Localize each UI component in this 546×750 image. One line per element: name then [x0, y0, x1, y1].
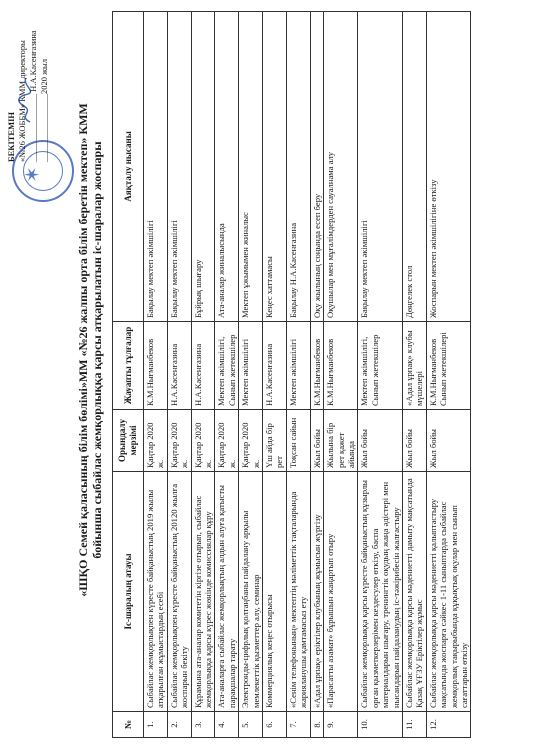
cell-number: 12. — [426, 712, 471, 738]
header-number: № — [113, 712, 144, 738]
cell-completion: Бұйрық шығару — [191, 12, 215, 322]
cell-event: Құрамына ата-аналар комитетін кіргізе отырып, сыбайлас жемқорлыққа қарсы күрес жөнінде комиссиялар құру — [191, 472, 215, 712]
cell-responsible: Мектеп әкімшілігі, Сынып жетекшілер — [358, 322, 403, 410]
table-row — [286, 12, 310, 738]
cell-responsible: К.М.Нығманбеков — [144, 322, 168, 410]
cell-number: 1. — [144, 712, 168, 738]
cell-number: 6. — [263, 712, 287, 738]
approval-block — [4, 12, 76, 202]
cell-completion: Мектеп ұжымымен жиналыс — [239, 12, 263, 322]
cell-deadline: Қаңтар 2020 ж. — [215, 410, 239, 472]
cell-responsible: Мектеп әкімшілігі — [286, 322, 310, 410]
cell-event: Сыбайлас жемқорлыққа қарсы мәдениетті дамыту мақсатында Қазақ ҰҒЗУ Еріктілер жұмыс — [402, 472, 426, 712]
header-deadline: Орындалу мерзімі — [113, 410, 144, 472]
cell-completion: Бақылау Н.А.Касенғазина — [286, 12, 310, 322]
cell-event: «Парасатты азамат» бұрышын жаңартып отыру — [324, 472, 358, 712]
cell-number: 3. — [191, 712, 215, 738]
table-row — [144, 12, 168, 738]
cell-number: 2. — [167, 712, 191, 738]
cell-deadline: Жылына бір рет қажет айында — [324, 410, 358, 472]
cell-number: 10. — [358, 712, 403, 738]
title-line-2: бойынша сыбайлас жемқорлыққа қарсы атқарылатын іс-шаралар жоспары — [90, 141, 104, 559]
cell-deadline: Үш айда бір рет — [263, 410, 287, 472]
table-row — [310, 12, 323, 738]
activity-plan-table — [112, 11, 471, 738]
cell-deadline: Тоқсан сайын — [286, 410, 310, 472]
cell-number: 9. — [324, 712, 358, 738]
cell-deadline: Жыл бойы — [402, 410, 426, 472]
table-row — [167, 12, 191, 738]
approval-date: ________________2020 жыл — [39, 59, 49, 162]
cell-responsible: К.М.Нығманбеков — [310, 322, 323, 410]
table-row — [426, 12, 471, 738]
cell-event: Сыбайлас жемқорлыққа қарсы мәдениетті қалыптастыру мақсатында жоспарға сәйкес 1-11 сыныптарда сыбайлас жемқорлық тақырыбында құқықтық оқулар мен сынып сағаттарын өткізу — [426, 472, 471, 712]
cell-completion: Оқушылар мен мұғалімдерден сауалнама алу — [324, 12, 358, 322]
header-event: Іс-шаралың атауы — [113, 472, 144, 712]
cell-completion: Бақылау мектеп әкімшілігі — [358, 12, 403, 322]
cell-responsible: Н.А.Касенғазина — [191, 322, 215, 410]
cell-deadline: Қаңтар 2020 ж. — [191, 410, 215, 472]
cell-event: «Адал ұрпақ» еріктілер клубының жұмысын жүргізу — [310, 472, 323, 712]
cell-number: 7. — [286, 712, 310, 738]
cell-deadline: Жыл бойы — [358, 410, 403, 472]
approval-position: «№26 ЖОББМ» КММ директоры — [17, 40, 27, 162]
cell-completion: Жоспарын мектеп әкімшілігіне өткізу — [426, 12, 471, 322]
cell-responsible: «Адал ұрпақ» клубы мүшелері — [402, 322, 426, 410]
table-row — [263, 12, 287, 738]
cell-completion: Дөңгелек стол — [402, 12, 426, 322]
approval-heading: БЕКІТЕМІН — [6, 111, 16, 162]
cell-event: «Сенім телефонының» мектептің мәліметтік тақталарында жарияланушы қамтамасыз ету — [286, 472, 310, 712]
cell-deadline: Қаңтар 2020 ж. — [239, 410, 263, 472]
cell-completion: Кеңес хаттамасы — [263, 12, 287, 322]
cell-number: 5. — [239, 712, 263, 738]
cell-responsible: Н.А.Касенғазина — [167, 322, 191, 410]
table-row — [191, 12, 215, 738]
cell-event: Электронды-цифрлық қолтаңбаны пайдалану арқылы мемлекеттік қызметтер алу, семинар — [239, 472, 263, 712]
cell-event: Сыбайлас жемқорлыққа қарсы күресте байқаныстың құзырлы орган қызметкерлерімен кездесулер өткізу, баспа материалдарын шығару, тренингтік оқудың жаңа әдістері мен нысандарын пайдаланудың іс-тәжірибесін жалғастыру — [358, 472, 403, 712]
cell-event: Сыбайлас жемқорлықпен күресте байқаныстың 20120 жылға жоспарын бекіту — [167, 472, 191, 712]
table-row — [402, 12, 426, 738]
cell-number: 8. — [310, 712, 323, 738]
title-line-1: «ШҚО Семей қаласының білім бөлімі»ММ «№26 жалпы орта білім беретін мектеп» КММ — [76, 103, 90, 597]
approval-signatory: ________________ Н.А.Касенғазина — [28, 30, 38, 162]
cell-responsible: Н.А.Касенғазина — [263, 322, 287, 410]
table-row — [239, 12, 263, 738]
cell-responsible: К.М.Нығманбеков Сынып жетекшілері — [426, 322, 471, 410]
table-row — [358, 12, 403, 738]
cell-completion: Оқу жылының соңында есеп беру — [310, 12, 323, 322]
cell-completion: Бақылау мектеп әкімшілігі — [144, 12, 168, 322]
table-header-row — [113, 12, 144, 738]
header-completion: Аяқталу нысаны — [113, 12, 144, 322]
cell-deadline: Жыл бойы — [310, 410, 323, 472]
cell-event: Сыбайлас жемқорлықпен күресте байқаныстың 2019 жылы атқарылған жұмыстардың есебі — [144, 472, 168, 712]
header-responsible: Жауапты тұлғалар — [113, 322, 144, 410]
cell-deadline: Жыл бойы — [426, 410, 471, 472]
cell-deadline: Қаңтар 2020 ж. — [167, 410, 191, 472]
cell-responsible: Мектеп әкімшілігі — [239, 322, 263, 410]
cell-number: 11. — [402, 712, 426, 738]
document-title — [76, 50, 104, 650]
cell-completion: Ата-аналар жиналысында — [215, 12, 239, 322]
cell-event: Коммерциялық кеңес отырысы — [263, 472, 287, 712]
table-row — [215, 12, 239, 738]
table-row — [324, 12, 358, 738]
official-stamp: ✶ — [12, 140, 74, 202]
cell-responsible: К.М.Нығманбеков — [324, 322, 358, 410]
cell-event: Ата-аналарға сыбайлас жемқорлықтың алдын алуға қатысты парақшалар тарату — [215, 472, 239, 712]
cell-deadline: Қаңтар 2020 ж. — [144, 410, 168, 472]
cell-number: 4. — [215, 712, 239, 738]
cell-responsible: Мектеп әкімшілігі, Сынып жетекшілер — [215, 322, 239, 410]
cell-completion: Бақылау мектеп әкімшілігі — [167, 12, 191, 322]
